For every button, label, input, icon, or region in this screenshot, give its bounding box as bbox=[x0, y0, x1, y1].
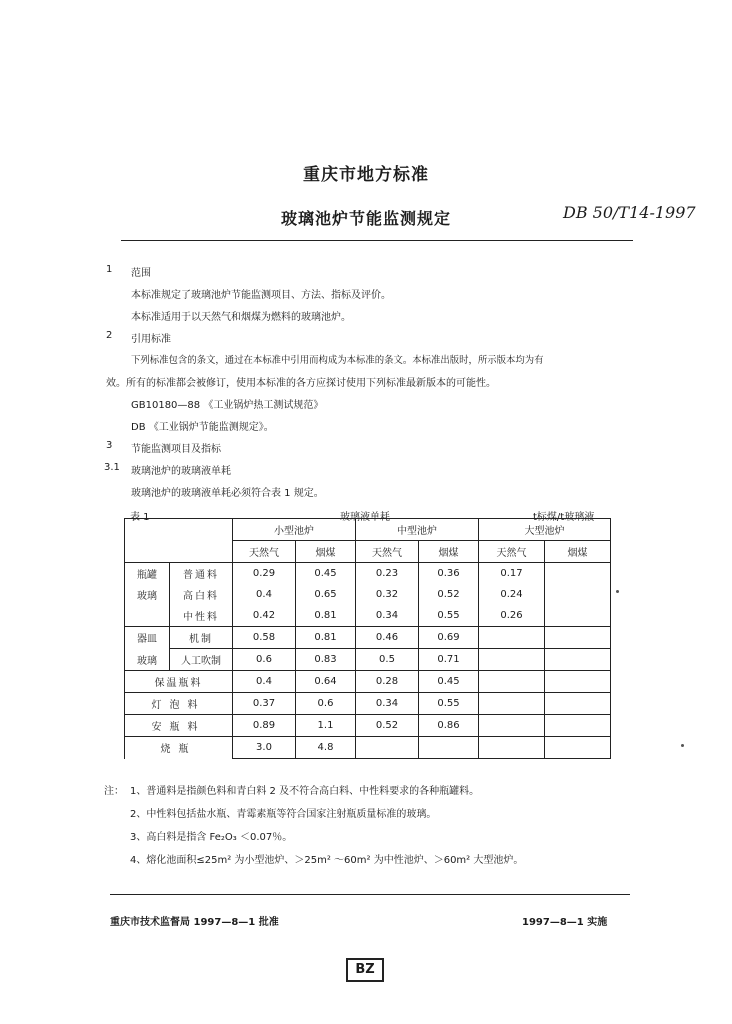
section-2-paragraph-1: 下列标准包含的条文，通过在本标准中引用而构成为本标准的条文。本标准出版时，所示版本均为有 bbox=[131, 355, 544, 366]
table-cell bbox=[479, 693, 545, 715]
table-cell: 0.6 bbox=[296, 693, 356, 715]
row-label: 保温瓶料 bbox=[125, 671, 233, 693]
table-cell: 1.1 bbox=[296, 715, 356, 737]
table-cell: 0.55 bbox=[419, 605, 479, 627]
table-cell: 0.45 bbox=[296, 563, 356, 585]
document-type: 重庆市地方标准 bbox=[303, 165, 429, 185]
table-cell: 0.4 bbox=[233, 671, 296, 693]
table-cell: 0.55 bbox=[419, 693, 479, 715]
table-row bbox=[125, 584, 611, 605]
table-cell bbox=[479, 627, 545, 649]
table-cell: 0.17 bbox=[479, 563, 545, 585]
table-cell bbox=[545, 693, 611, 715]
table-cell: 0.37 bbox=[233, 693, 296, 715]
table-cell: 0.6 bbox=[233, 649, 296, 671]
section-1-title: 范围 bbox=[131, 268, 151, 279]
table-cell: 0.64 bbox=[296, 671, 356, 693]
table-cell: 0.46 bbox=[356, 627, 419, 649]
table-unit: t标煤/t玻璃液 bbox=[533, 512, 595, 523]
table-cell: 0.26 bbox=[479, 605, 545, 627]
table-cell: 0.5 bbox=[356, 649, 419, 671]
row-label: 机制 bbox=[170, 627, 233, 649]
table-cell: 0.89 bbox=[233, 715, 296, 737]
table-cell: 0.34 bbox=[356, 693, 419, 715]
note-1: 1、普通料是指颜色料和青白料 2 及不符合高白料、中性料要求的各种瓶罐料。 bbox=[130, 786, 480, 797]
document-number: DB 50/T14-1997 bbox=[563, 203, 696, 222]
row-label: 人工吹制 bbox=[170, 649, 233, 671]
category-bottle-glass-1: 瓶罐 bbox=[125, 563, 170, 585]
table-cell bbox=[545, 605, 611, 627]
table-cell bbox=[545, 737, 611, 759]
table-row bbox=[125, 627, 611, 649]
bz-logo: BZ bbox=[346, 958, 384, 982]
table-cell: 0.71 bbox=[419, 649, 479, 671]
scan-speck bbox=[616, 590, 619, 593]
table-cell: 0.23 bbox=[356, 563, 419, 585]
table-cell: 0.29 bbox=[233, 563, 296, 585]
row-label: 安瓶料 bbox=[125, 715, 233, 737]
table-row bbox=[125, 649, 611, 671]
table-row bbox=[125, 693, 611, 715]
fuel-header: 天然气 bbox=[233, 541, 296, 563]
header-rule bbox=[121, 240, 633, 241]
fuel-header: 天然气 bbox=[356, 541, 419, 563]
row-label: 烧瓶 bbox=[125, 737, 233, 759]
row-label: 中性料 bbox=[170, 605, 233, 627]
section-3-1-title: 玻璃池炉的玻璃液单耗 bbox=[131, 466, 231, 477]
table-cell: 0.28 bbox=[356, 671, 419, 693]
table-cell bbox=[545, 671, 611, 693]
table-cell: 0.69 bbox=[419, 627, 479, 649]
table-cell: 0.32 bbox=[356, 584, 419, 605]
table-cell bbox=[479, 671, 545, 693]
table-header-row bbox=[125, 519, 611, 541]
table-cell bbox=[545, 627, 611, 649]
table-row bbox=[125, 563, 611, 585]
category-vessel-glass-1: 器皿 bbox=[125, 627, 170, 649]
table-cell: 0.36 bbox=[419, 563, 479, 585]
table-cell: 0.52 bbox=[419, 584, 479, 605]
section-2-reference-2: DB 《工业锅炉节能监测规定》。 bbox=[131, 422, 274, 433]
table-row bbox=[125, 671, 611, 693]
notes-prefix: 注： bbox=[104, 786, 124, 797]
table-cell bbox=[356, 737, 419, 759]
section-2-title: 引用标准 bbox=[131, 334, 171, 345]
fuel-header: 烟煤 bbox=[296, 541, 356, 563]
section-3-number: 3 bbox=[106, 440, 113, 451]
implementation-line: 1997—8—1 实施 bbox=[522, 917, 608, 928]
row-label: 高白料 bbox=[170, 584, 233, 605]
table-cell bbox=[545, 563, 611, 585]
table-cell: 0.4 bbox=[233, 584, 296, 605]
note-3: 3、高白料是指含 Fe₂O₃ ＜0.07％。 bbox=[130, 832, 293, 843]
scan-speck bbox=[681, 744, 684, 747]
category-bottle-glass-blank bbox=[125, 605, 170, 627]
table-title: 玻璃液单耗 bbox=[340, 512, 390, 523]
table-cell bbox=[545, 584, 611, 605]
section-3-1-number: 3.1 bbox=[104, 462, 120, 473]
category-bottle-glass-2: 玻璃 bbox=[125, 584, 170, 605]
section-2-reference-1: GB10180—88 《工业锅炉热工测试规范》 bbox=[131, 400, 324, 411]
category-vessel-glass-2: 玻璃 bbox=[125, 649, 170, 671]
table-cell: 0.83 bbox=[296, 649, 356, 671]
table-cell: 0.58 bbox=[233, 627, 296, 649]
table-cell bbox=[545, 715, 611, 737]
group-header-medium: 中型池炉 bbox=[356, 519, 479, 541]
table-cell: 0.24 bbox=[479, 584, 545, 605]
table-row bbox=[125, 605, 611, 627]
group-header-small: 小型池炉 bbox=[233, 519, 356, 541]
table-cell: 0.81 bbox=[296, 627, 356, 649]
table-cell: 0.86 bbox=[419, 715, 479, 737]
section-1-paragraph-1: 本标准规定了玻璃池炉节能监测项目、方法、指标及评价。 bbox=[131, 290, 391, 301]
table-cell bbox=[479, 649, 545, 671]
table-cell bbox=[479, 737, 545, 759]
section-3-1-paragraph: 玻璃池炉的玻璃液单耗必须符合表 1 规定。 bbox=[131, 488, 324, 499]
table-row bbox=[125, 715, 611, 737]
table-cell: 0.45 bbox=[419, 671, 479, 693]
table-cell: 4.8 bbox=[296, 737, 356, 759]
row-label: 灯泡料 bbox=[125, 693, 233, 715]
table-cell: 0.65 bbox=[296, 584, 356, 605]
section-2-number: 2 bbox=[106, 330, 113, 341]
section-1-number: 1 bbox=[106, 264, 113, 275]
table-cell bbox=[419, 737, 479, 759]
group-header-large: 大型池炉 bbox=[479, 519, 611, 541]
energy-consumption-table bbox=[124, 518, 611, 759]
section-3-title: 节能监测项目及指标 bbox=[131, 444, 221, 455]
table-cell: 0.34 bbox=[356, 605, 419, 627]
approval-line: 重庆市技术监督局 1997—8—1 批准 bbox=[110, 917, 279, 928]
table-caption: 表 1 bbox=[130, 512, 150, 523]
table-cell: 3.0 bbox=[233, 737, 296, 759]
table-corner-cell bbox=[125, 519, 233, 563]
table-cell: 0.52 bbox=[356, 715, 419, 737]
table-cell bbox=[545, 649, 611, 671]
footer-rule bbox=[110, 894, 630, 895]
row-label: 普通料 bbox=[170, 563, 233, 585]
table-row bbox=[125, 737, 611, 759]
note-2: 2、中性料包括盐水瓶、青霉素瓶等符合国家注射瓶质量标准的玻璃。 bbox=[130, 809, 437, 820]
fuel-header: 烟煤 bbox=[545, 541, 611, 563]
fuel-header: 天然气 bbox=[479, 541, 545, 563]
section-2-paragraph-1-continued: 效。所有的标准都会被修订，使用本标准的各方应探讨使用下列标准最新版本的可能性。 bbox=[106, 378, 496, 389]
fuel-header: 烟煤 bbox=[419, 541, 479, 563]
section-1-paragraph-2: 本标准适用于以天然气和烟煤为燃料的玻璃池炉。 bbox=[131, 312, 351, 323]
note-4: 4、熔化池面积≤25m² 为小型池炉、＞25m² ～60m² 为中性池炉、＞60m² 大型池炉。 bbox=[130, 855, 524, 866]
table-cell: 0.42 bbox=[233, 605, 296, 627]
document-title: 玻璃池炉节能监测规定 bbox=[280, 209, 451, 228]
table-cell bbox=[479, 715, 545, 737]
table-cell: 0.81 bbox=[296, 605, 356, 627]
